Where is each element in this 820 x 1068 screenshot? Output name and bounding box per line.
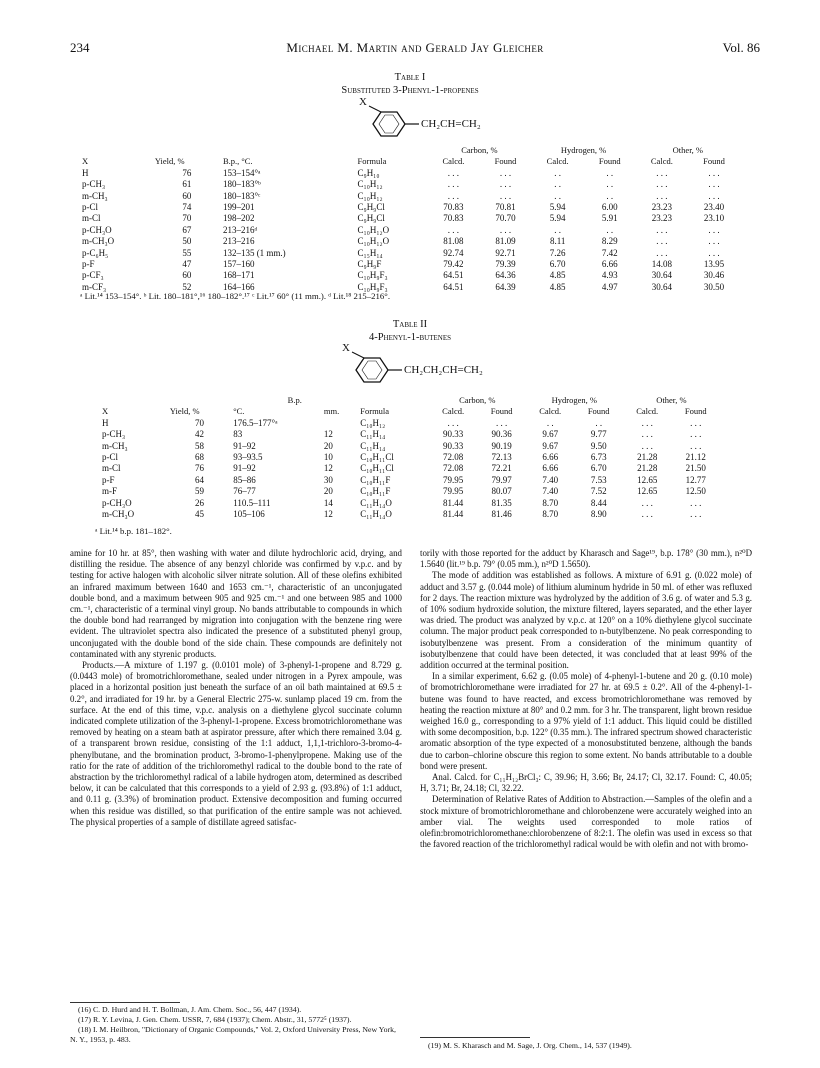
- table-cell: 90.19: [491, 440, 512, 451]
- table-cell: 6.66: [601, 259, 618, 270]
- group-carbon: Carbon, %: [459, 395, 496, 405]
- table-cell: 61: [182, 179, 192, 190]
- reference-item: (17) R. Y. Levina, J. Gen. Chem. USSR, 7, 684 (1937); Chem. Abstr., 31, 5772⁵ (1937).: [78, 1015, 352, 1024]
- table-cell: C₁₀H₁₂O: [357, 236, 390, 247]
- table-cell: . .: [554, 167, 562, 178]
- table-cell: 64.51: [443, 281, 464, 292]
- table-cell: C₁₁H₁₄O: [360, 497, 392, 508]
- table-cell: 9.77: [590, 429, 607, 440]
- table-cell: 8.70: [542, 497, 559, 508]
- t1-col-header: Found: [598, 156, 621, 167]
- table-cell: 199–201: [222, 202, 255, 213]
- table-cell: C₁₁H₁₄: [360, 440, 386, 451]
- table-cell: 67: [182, 224, 192, 235]
- table-cell: 8.90: [590, 509, 607, 520]
- table-cell: 79.39: [495, 259, 516, 270]
- table-cell: . . .: [656, 179, 668, 190]
- table-cell: 79.97: [491, 474, 512, 485]
- table-cell: . . .: [656, 236, 668, 247]
- table-cell: . . .: [641, 497, 653, 508]
- t1-col-header: Calcd.: [650, 156, 673, 167]
- table-cell: 55: [182, 247, 192, 258]
- table-cell: 12.65: [637, 486, 658, 497]
- table-cell: 105–106: [233, 509, 265, 520]
- table-cell: 9.67: [542, 429, 559, 440]
- table-cell: 85–86: [233, 474, 256, 485]
- body-column-right: [420, 548, 752, 850]
- table1: [80, 145, 740, 293]
- table-cell: C₁₀H₁₂: [357, 179, 383, 190]
- body-column-left: [70, 548, 402, 828]
- table-cell: 132–135 (1 mm.): [222, 247, 286, 258]
- table-cell: p-CH₃: [82, 179, 106, 190]
- references-right: [420, 1041, 752, 1051]
- table-cell: 81.09: [495, 236, 516, 247]
- table-row: [80, 213, 740, 224]
- table-cell: p-CF₃: [82, 270, 104, 281]
- t1-col-header: Found: [494, 156, 517, 167]
- t1-col-header: X: [82, 156, 89, 167]
- table2-footnote: ᵃ Lit.¹⁴ b.p. 181–182°.: [95, 526, 172, 536]
- table-cell: 70.70: [495, 213, 516, 224]
- table-cell: 42: [195, 429, 205, 440]
- table-cell: 68: [195, 452, 205, 463]
- table-cell: . . .: [708, 179, 720, 190]
- table-cell: 20: [323, 440, 333, 451]
- table-cell: 21.12: [685, 452, 706, 463]
- table-cell: p-Cl: [82, 202, 99, 213]
- table-cell: 5.94: [549, 213, 566, 224]
- footnote-rule-right: [420, 1037, 530, 1038]
- table-cell: . . .: [641, 417, 653, 428]
- table-cell: 23.23: [651, 202, 672, 213]
- table-cell: 153–154°ᵃ: [222, 167, 261, 178]
- table-cell: 12: [323, 463, 333, 474]
- table-cell: 12.50: [685, 486, 706, 497]
- side-chain-formula: CH₂CH=CH₂: [421, 118, 481, 130]
- table-row: [100, 509, 720, 520]
- table1-footnote: ᵃ Lit.¹⁴ 153–154°. ᵇ Lit. 180–181°,¹⁶ 180–182°.¹⁷ ᶜ Lit.¹⁷ 60° (11 mm.). ᵈ Lit.¹⁸ 215–216°.: [80, 291, 391, 301]
- table-cell: C₁₁H₁₄: [360, 429, 386, 440]
- table-row: [80, 259, 740, 270]
- table-cell: 6.70: [549, 259, 566, 270]
- group-hydrogen: Hydrogen, %: [551, 395, 597, 405]
- table-cell: C₁₀H₁₂O: [357, 224, 390, 235]
- table-cell: 12: [323, 429, 333, 440]
- running-header: [70, 40, 760, 58]
- table-cell: . . .: [447, 167, 460, 178]
- table-cell: 79.95: [443, 486, 464, 497]
- table-row: [100, 429, 720, 440]
- reference-item: (16) C. D. Hurd and H. T. Bollman, J. Am. Chem. Soc., 56, 447 (1934).: [78, 1005, 302, 1014]
- table-row: [100, 463, 720, 474]
- table-cell: 80.07: [491, 486, 512, 497]
- table-cell: 81.44: [443, 497, 464, 508]
- table-cell: m-CH₃O: [82, 236, 115, 247]
- table-cell: . . .: [499, 179, 512, 190]
- table-cell: H: [82, 167, 89, 178]
- body-paragraph: In a similar experiment, 6.62 g. (0.05 mole) of 4-phenyl-1-butene and 20 g. (0.10 mole) of bromotrichloromethane were irradiated for 27 hr. at 69.5 ± 0.2°. All of the 4-phenyl-1-butene was found to have reacted, and excess bromotrichloromethane was removed by heating the reaction mixture at 80° and 0.2 mm. for 3 hr. The transparent, light brown residue weighed 16.0 g., corresponding to a 97% yield of 1:1 adduct. This liquid could be distilled with some decomposition, b.p. 122° (0.35 mm.). The infrared spectrum showed characteristic aromatic absorption of the type expected of a monosubstituted benzene, although the bands due to carbon–chlorine obscure this region to some extent. No bands attributable to a double bond were present.: [420, 671, 752, 771]
- table-row: [80, 225, 740, 236]
- t2-col-header: mm.: [323, 406, 340, 417]
- table-cell: 4.85: [549, 270, 566, 281]
- table-cell: 92.74: [443, 247, 464, 258]
- table-cell: 47: [182, 259, 192, 270]
- table-cell: m-CH₃: [102, 440, 128, 451]
- table-cell: 70: [195, 417, 205, 428]
- table-cell: 91–92: [233, 440, 256, 451]
- author-line: Michael M. Martin and Gerald Jay Gleicher: [286, 40, 544, 55]
- t2-col-header: Calcd.: [636, 406, 659, 417]
- table-cell: 26: [195, 497, 205, 508]
- table-cell: C₁₀H₁₁Cl: [360, 452, 394, 463]
- table-cell: 90.33: [443, 440, 464, 451]
- table-cell: p-Cl: [102, 452, 119, 463]
- table-cell: C₁₀H₉F₃: [357, 270, 388, 281]
- table-row: [80, 202, 740, 213]
- table-row: [80, 168, 740, 179]
- table-cell: 90.36: [491, 429, 512, 440]
- table-cell: . . .: [496, 417, 508, 428]
- table-cell: m-CF₃: [82, 281, 107, 292]
- table-cell: . .: [606, 179, 614, 190]
- table-cell: 76: [195, 463, 205, 474]
- table-row: [100, 418, 720, 429]
- table-cell: 60: [182, 190, 192, 201]
- table-cell: C₉H₉F: [357, 259, 382, 270]
- t1-col-header: Calcd.: [442, 156, 465, 167]
- reference-item: (18) I. M. Heilbron, "Dictionary of Organic Compounds," Vol. 2, Oxford University Press, New York, N. Y., 1953, p. 483.: [70, 1025, 396, 1044]
- table-cell: 157–160: [222, 259, 255, 270]
- table1-group-header-row: [80, 145, 740, 156]
- table-cell: . . .: [656, 190, 668, 201]
- table-cell: . .: [554, 179, 562, 190]
- table-cell: C₁₅H₁₄: [357, 247, 383, 258]
- table-cell: 58: [195, 440, 205, 451]
- table-cell: 81.46: [491, 509, 512, 520]
- table-cell: 7.26: [549, 247, 566, 258]
- body-paragraph: amine for 10 hr. at 85°, then washing with water and dilute hydrochloric acid, drying, and distilling the residue. The absence of any benzyl chloride was confirmed by v.p.c. and by testing for active halogen with alcoholic silver nitrate solution. All of these olefins exhibited an infrared maximum between 1640 and 1653 cm.⁻¹, characteristic of an unconjugated double bond, and a maximum between 905 and 925 cm.⁻¹ and one between 985 and 1000 cm.⁻¹, characteristic of a terminal vinyl group. No bands attributable to compounds in which the double bond had rearranged by migration into conjugation with the benzene ring were evident. The ultraviolet spectra also indicated the presence of a substituted phenyl group, unconjugated with the double bond of the side chain. These compounds are definitely not contaminated with any styrenic products.: [70, 548, 402, 659]
- table-cell: . . .: [641, 509, 653, 520]
- table-cell: C₉H₉Cl: [357, 213, 385, 224]
- table-cell: m-F: [102, 486, 118, 497]
- table-cell: m-Cl: [102, 463, 121, 474]
- t1-col-header: B.p., °C.: [222, 156, 253, 167]
- t2-col-header: Found: [490, 406, 513, 417]
- table-row: [80, 236, 740, 247]
- table-cell: 176.5–177°ᵃ: [233, 417, 278, 428]
- table-cell: . . .: [499, 224, 512, 235]
- table-cell: 45: [195, 509, 205, 520]
- table-cell: C₁₀H₁₁F: [360, 486, 391, 497]
- table-row: [80, 179, 740, 190]
- t2-col-header: Found: [587, 406, 610, 417]
- table-cell: 5.94: [549, 202, 566, 213]
- table-cell: 6.66: [542, 452, 559, 463]
- table-cell: [322, 418, 358, 429]
- table-cell: 30.46: [703, 270, 725, 281]
- body-paragraph: torily with those reported for the adduct by Kharasch and Sage¹⁹, b.p. 178° (30 mm.), n²⁰D 1.5640 (lit.¹⁹ b.p. 79° (0.05 mm.), n²⁰D 1.5650).: [420, 548, 752, 570]
- table-cell: 14: [323, 497, 333, 508]
- table-cell: 21.50: [685, 463, 706, 474]
- table-cell: . .: [606, 190, 614, 201]
- table-cell: m-CH₃: [82, 190, 108, 201]
- table-cell: . .: [606, 224, 614, 235]
- table-cell: . . .: [447, 190, 460, 201]
- table-cell: 76: [182, 167, 192, 178]
- table-cell: 198–202: [222, 213, 255, 224]
- table-cell: 20: [323, 486, 333, 497]
- table1-header-row: [80, 156, 740, 167]
- table1-label: Table I: [394, 72, 426, 83]
- t1-col-header: Formula: [357, 156, 387, 167]
- table2-group-header-row: [100, 395, 720, 406]
- table-cell: 23.10: [703, 213, 725, 224]
- t2-col-header: Formula: [360, 406, 390, 417]
- table-cell: 8.11: [549, 236, 566, 247]
- table-cell: . . .: [708, 167, 720, 178]
- table-cell: 59: [195, 486, 205, 497]
- group-hydrogen: Hydrogen, %: [560, 145, 607, 155]
- table-cell: 72.13: [491, 452, 512, 463]
- table-cell: . . .: [447, 224, 460, 235]
- body-paragraph: Anal. Calcd. for C₁₁H₁₂BrCl₃: C, 39.96; H, 3.66; Br, 24.17; Cl, 32.17. Found: C, 40.05; H, 3.71; Br, 24.18; Cl, 32.22.: [420, 772, 752, 794]
- t2-col-header: X: [102, 406, 109, 417]
- table-row: [100, 486, 720, 497]
- table-cell: 14.08: [651, 259, 672, 270]
- page-number: 234: [70, 40, 90, 55]
- table-cell: 7.52: [590, 486, 607, 497]
- table-cell: C₁₀H₉F₃: [357, 281, 388, 292]
- table-row: [100, 452, 720, 463]
- table-cell: . . .: [690, 429, 702, 440]
- volume-label: Vol. 86: [722, 40, 760, 55]
- table-cell: 23.40: [703, 202, 725, 213]
- table-cell: 70: [182, 213, 192, 224]
- table1-title: Substituted 3-Phenyl-1-propenes: [341, 85, 479, 96]
- table-cell: . .: [554, 224, 562, 235]
- table-cell: 110.5–111: [233, 497, 271, 508]
- table-cell: 74: [182, 202, 192, 213]
- table-cell: p-F: [82, 259, 95, 270]
- table-cell: 7.53: [590, 474, 607, 485]
- table-cell: 9.50: [590, 440, 607, 451]
- table-cell: 30.64: [651, 281, 672, 292]
- table-cell: 12.65: [637, 474, 658, 485]
- table-cell: 70.81: [495, 202, 516, 213]
- table-cell: 70.83: [443, 202, 464, 213]
- t2-col-header: °C.: [233, 406, 245, 417]
- table-cell: 9.67: [542, 440, 559, 451]
- t2-col-header: Yield, %: [169, 406, 200, 417]
- table-cell: . . .: [656, 224, 668, 235]
- table2: [100, 395, 720, 520]
- reference-item: (19) M. S. Kharasch and M. Sage, J. Org. Chem., 14, 537 (1949).: [428, 1041, 632, 1050]
- table-cell: 8.44: [590, 497, 607, 508]
- table-cell: 30.50: [703, 281, 725, 292]
- table-cell: 7.40: [542, 486, 559, 497]
- table-cell: C₁₀H₁₂: [357, 190, 383, 201]
- table-cell: 6.00: [601, 202, 618, 213]
- body-paragraph: Products.—A mixture of 1.197 g. (0.0101 mole) of 3-phenyl-1-propene and 8.729 g. (0.0443 mole) of bromotrichloromethane, sealed under nitrogen in a Pyrex ampoule, was placed in a horizontal position just beneath the surface of an oil bath maintained at 69.5 ± 0.2°, and irradiated for 19 hr. by a General Electric 275-w. sunlamp placed 19 cm. from the surface. At the end of this time, v.p.c. analysis on a diethylene glycol succinate column indicated complete utilization of the 3-phenyl-1-propene. Excess bromotrichloromethane was removed by heating on a steam bath at aspirator pressure, after which there remained 3.04 g. of a transparent brown residue, consisting of the 1:1 adduct, 1,1,1-trichloro-3-bromo-4-phenylbutane, and the bromination product, 3-bromo-1-phenylpropene. Making use of the ratio for the rate of addition of the trichloromethyl radical to the double bond to the rate of abstraction by the trichloromethyl radical of a labile hydrogen atom, determined as described below, it can be calculated that this corresponds to a yield of 2.93 g. (93.8%) of 1:1 adduct, and 0.11 g. (3.3%) of bromination product. Extensive decomposition and fuming occurred when this residue was distilled, so that purification of the entire sample was not achieved. The physical properties of a sample of distillate agreed satisfac-: [70, 660, 402, 827]
- table2-label: Table II: [392, 319, 428, 330]
- table-row: [80, 248, 740, 259]
- table-cell: . .: [595, 417, 603, 428]
- table-row: [100, 498, 720, 509]
- table-cell: . . .: [690, 417, 702, 428]
- table-cell: 6.66: [542, 463, 559, 474]
- table-cell: . . .: [656, 247, 668, 258]
- table-cell: 79.95: [443, 474, 464, 485]
- table-cell: 30.64: [651, 270, 672, 281]
- t2-col-header: Found: [684, 406, 707, 417]
- table-cell: 6.73: [590, 452, 607, 463]
- table-cell: 164–166: [222, 281, 255, 292]
- table-cell: C₁₀H₁₂: [360, 417, 386, 428]
- table-cell: 76–77: [233, 486, 256, 497]
- table-cell: . . .: [499, 167, 512, 178]
- table-cell: 64.39: [495, 281, 516, 292]
- table-cell: 4.85: [549, 281, 566, 292]
- table-cell: . . .: [690, 440, 702, 451]
- table-cell: . . .: [499, 190, 512, 201]
- table-cell: 21.28: [637, 463, 658, 474]
- t2-col-header: Calcd.: [442, 406, 465, 417]
- body-paragraph: Determination of Relative Rates of Addition to Abstraction.—Samples of the olefin and a stock mixture of bromotrichloromethane and chlorobenzene were accurately weighed into an amber vial. The weights used corresponded to mole ratios of olefin:bromotrichloromethane:chlorobenzene of 8:2:1. The olefin was used in excess so that the favored reaction of the trichloromethyl radical would be with olefin and not with bromo-: [420, 794, 752, 850]
- substituent-x: X: [342, 342, 350, 354]
- table-cell: 7.42: [601, 247, 618, 258]
- table-cell: 7.40: [542, 474, 559, 485]
- table-cell: . .: [546, 417, 554, 428]
- table-cell: 81.08: [443, 236, 464, 247]
- table-cell: 91–92: [233, 463, 256, 474]
- table-cell: 12.77: [685, 474, 706, 485]
- footnote-rule-left: [70, 1002, 180, 1003]
- table2-structure: [338, 342, 558, 388]
- table-cell: 81.44: [443, 509, 464, 520]
- table-row: [80, 191, 740, 202]
- table-cell: 5.91: [601, 213, 618, 224]
- table-cell: . . .: [641, 429, 653, 440]
- table-cell: . . .: [690, 509, 702, 520]
- table-cell: p-CH₃O: [102, 497, 132, 508]
- table-cell: H: [102, 417, 109, 428]
- table-cell: 180–183°ᶜ: [222, 190, 261, 201]
- table-cell: . . .: [708, 236, 720, 247]
- table-cell: 90.33: [443, 429, 464, 440]
- table-cell: m-Cl: [82, 213, 101, 224]
- table-cell: 50: [182, 236, 192, 247]
- table-cell: 168–171: [222, 270, 255, 281]
- table-cell: 8.70: [542, 509, 559, 520]
- table1-structure: [355, 96, 555, 142]
- table-cell: p-CH₃: [102, 429, 126, 440]
- table-cell: 64.51: [443, 270, 464, 281]
- table-cell: C₁₀H₁₁F: [360, 474, 391, 485]
- table-cell: m-CH₃O: [102, 509, 135, 520]
- table-cell: 83: [233, 429, 243, 440]
- table-cell: . . .: [708, 224, 720, 235]
- table-row: [80, 270, 740, 281]
- table-cell: 4.93: [601, 270, 618, 281]
- table-cell: 30: [323, 474, 333, 485]
- table-cell: 72.08: [443, 452, 464, 463]
- table-cell: 23.23: [651, 213, 672, 224]
- table-cell: 92.71: [495, 247, 516, 258]
- table-row: [100, 441, 720, 452]
- table-cell: 213–216ᵈ: [222, 224, 258, 235]
- group-other: Other, %: [656, 395, 687, 405]
- table-cell: p-CH₃O: [82, 224, 112, 235]
- group-bp: B.p.: [287, 395, 302, 405]
- table-cell: . . .: [447, 417, 459, 428]
- table-cell: 13.95: [703, 259, 725, 270]
- substituent-x: X: [359, 96, 367, 108]
- table-cell: 81.35: [491, 497, 512, 508]
- table-cell: 64.36: [495, 270, 516, 281]
- table-cell: 8.29: [601, 236, 618, 247]
- table-cell: . .: [606, 167, 614, 178]
- table-cell: . . .: [690, 497, 702, 508]
- table-cell: 180–183°ᵇ: [222, 179, 261, 190]
- table-cell: 10: [323, 452, 333, 463]
- body-paragraph: The mode of addition was established as follows. A mixture of 6.91 g. (0.022 mole) of adduct and 3.57 g. (0.044 mole) of lithium aluminum hydride in 50 ml. of ether was refluxed for 2 days. The reaction mixture was hydrolyzed by the addition of 3.6 g. of water and 5.3 g. of 10% sodium hydroxide solution, the mixture filtered, layers separated, and the ether layer was dried. The product was analyzed by v.p.c. at 120° on a 10% diethylene glycol succinate column. The major product peak corresponded to n-butylbenzene. No peak corresponding to isobutylbenzene was present. From a consideration of the minimum quantity of isobutylbenzene that could have been detected, it was concluded that at least 99% of the addition occurred at the terminal position.: [420, 570, 752, 671]
- t1-col-header: Found: [703, 156, 725, 167]
- table-cell: . . .: [708, 190, 720, 201]
- t2-col-header: Calcd.: [539, 406, 562, 417]
- table-cell: 64: [195, 474, 205, 485]
- table-cell: p-C₆H₅: [82, 247, 109, 258]
- t1-col-header: Yield, %: [154, 156, 185, 167]
- table-cell: 21.28: [637, 452, 658, 463]
- table-cell: C₁₁H₁₄O: [360, 509, 392, 520]
- table-cell: 52: [182, 281, 192, 292]
- table2-title: 4-Phenyl-1-butenes: [368, 332, 452, 343]
- table-cell: 72.21: [491, 463, 512, 474]
- table-cell: 60: [182, 270, 192, 281]
- table-cell: C₉H₁₀: [357, 167, 380, 178]
- table-cell: 79.42: [443, 259, 464, 270]
- table-cell: 12: [323, 509, 333, 520]
- table-cell: 6.70: [590, 463, 607, 474]
- table-cell: 93–93.5: [233, 452, 263, 463]
- table-cell: . . .: [656, 167, 668, 178]
- table2-header-row: [100, 406, 720, 417]
- table-cell: 213–216: [222, 236, 255, 247]
- table-cell: . . .: [708, 247, 720, 258]
- table-cell: 70.83: [443, 213, 464, 224]
- t1-col-header: Calcd.: [546, 156, 569, 167]
- table-cell: . . .: [447, 179, 460, 190]
- table-cell: . . .: [641, 440, 653, 451]
- table-row: [100, 475, 720, 486]
- table-cell: 72.08: [443, 463, 464, 474]
- group-carbon: Carbon, %: [461, 145, 498, 155]
- table-cell: . .: [554, 190, 562, 201]
- table-cell: 4.97: [601, 281, 618, 292]
- references-left: [70, 1005, 402, 1045]
- table-cell: p-F: [102, 474, 115, 485]
- group-other: Other, %: [672, 145, 704, 155]
- table-cell: C₉H₉Cl: [357, 202, 385, 213]
- table-cell: C₁₀H₁₁Cl: [360, 463, 394, 474]
- side-chain-formula: CH₂CH₂CH=CH₂: [404, 364, 483, 376]
